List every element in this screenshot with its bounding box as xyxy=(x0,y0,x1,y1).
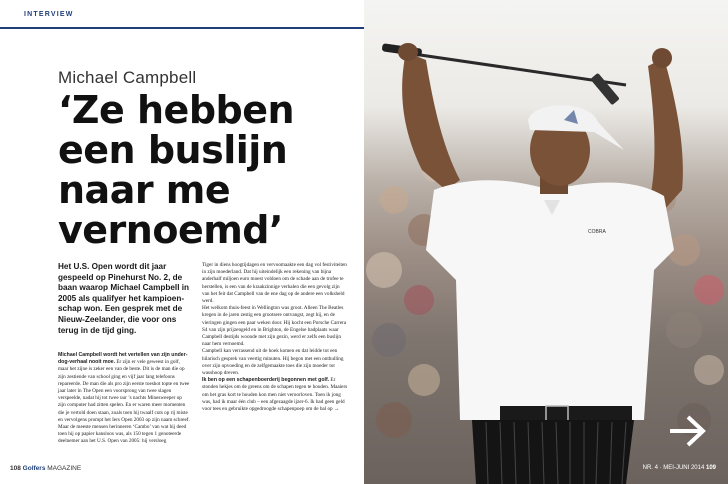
striped-trousers xyxy=(472,420,634,484)
left-arm xyxy=(402,52,460,190)
body-paragraph: Campbell kan verrassend uit de hoek komen en dat leidde tot een hilarisch gesprek van veertig minuten. Hij begon met een onthulling over zijn opvoeding en de zelfgemaakte toes die zijn moeder tot wasshoop dreven. xyxy=(202,348,344,377)
golfer-photo xyxy=(364,0,728,484)
section-rule xyxy=(0,27,364,29)
lead-in: Michael Campbell wordt het vertellen van zijn underdog-verhaal nooit moe. xyxy=(58,352,188,366)
body-paragraph: Tiger in diens hoogtijdagen en vervoomaakte een dag vol festiviteiten in zijn moederland. Dat hij uiteindelijk een rekening van bijna anderhalf miljoen euro moest voldoen om de schade aan de trofee te herstellen, is een van de kraakzinnige verhalen die een gevolg zijn van het feit dat Campbell van de ene dag op de andere een volksheld werd. xyxy=(202,262,347,305)
footer-left xyxy=(10,465,81,472)
magazine-brand: Golfers xyxy=(22,465,46,472)
article-author: Michael Campbell xyxy=(58,68,197,87)
magazine-brand-suffix: MAGAZINE xyxy=(47,465,82,472)
article-intro: Het U.S. Open wordt dit jaar gespeeld op Pinehurst No. 2, de baan waarop Michael Campbell in 2005 als qualifyer het kampioenschap won. Een gesprek met de Nieuw-Zeelander, die voor ons terug in de tijd ging. xyxy=(58,262,190,335)
right-page-photo xyxy=(364,0,728,484)
article-headline: ‘Ze hebben een buslijn naar me vernoemd’ xyxy=(58,88,295,252)
body-paragraph xyxy=(202,377,348,413)
section-bar xyxy=(0,8,364,22)
golf-club-head xyxy=(590,73,620,105)
arrow-right-icon xyxy=(668,414,708,448)
body-text: Er zijn er vele geweest in golf, maar het zijne is zeker een van de beste. Dit is de man die op zijn zestiende van school ging en vijf jaar lang telefoons repareerde. De man die als pro zijn eerste toeshot topte en twee jaar later in The Open een voorsprong van twee slagen verspeelde, nadat hij tot twee uur ’s nachts Minesweeper op zijn computer had zitten spelen. En er waren meer momenten die je vertold doen staan, zoals toen hij twaalf cuts op rij miste en vervolgens prompt het Iers Open 2003 op zijn naam schreef. xyxy=(58,359,190,423)
right-hand xyxy=(652,48,672,68)
body-column-1 xyxy=(58,352,190,446)
left-hand xyxy=(398,43,418,61)
body-paragraph xyxy=(58,352,190,424)
section-label: INTERVIEW xyxy=(24,11,74,18)
body-paragraph: Het welkom thuis-feest in Wellington was groot. Alleen The Beatles kregen in de jaren zestig een grootsere ontvangst, zegt hij, en de vieringen gingen een paar weken door. Hij kocht een Porsche Carrera S4 van zijn prijzengeld en in Brighton, de Engelse badplaats waar Campbell destijds woonde met zijn gezin, werd er zelfs een buslijn naar hem vernoemd. xyxy=(202,305,347,348)
belt xyxy=(500,406,632,422)
page-number-right: 109 xyxy=(705,465,716,471)
shirt-logo: COBRA xyxy=(588,229,606,235)
body-column-2 xyxy=(202,262,348,413)
footer-right xyxy=(643,465,716,471)
white-shirt xyxy=(426,180,674,420)
right-arm xyxy=(648,58,683,210)
body-paragraph: Maar de meeste mensen herinneren ‘Cambo’ van wat hij deed toen hij op papier kansloos was, als 150 tegen 1 genoteerde deelnemer aan het U.S. Open van 2005: hij versloeg xyxy=(58,424,187,445)
issue-label: NR. 4 · MEI-JUNI 2014 xyxy=(642,465,705,471)
page-number-left: 108 xyxy=(10,465,21,472)
subhead: Ik ben op een schapenboerderij begonnen met golf. xyxy=(202,377,330,384)
body-text: Er stonden hekjes om de greens om de schapen tegen te houden. Maaiers om het gras kort te houden kon men niet veroorloven. Toen ik jong was, had ik maar één club – een afgezaagde ijzer-6. Ik had geen geld voor tees en gebruikte opgedroogde schapenpoep om de bal op → xyxy=(202,377,348,413)
